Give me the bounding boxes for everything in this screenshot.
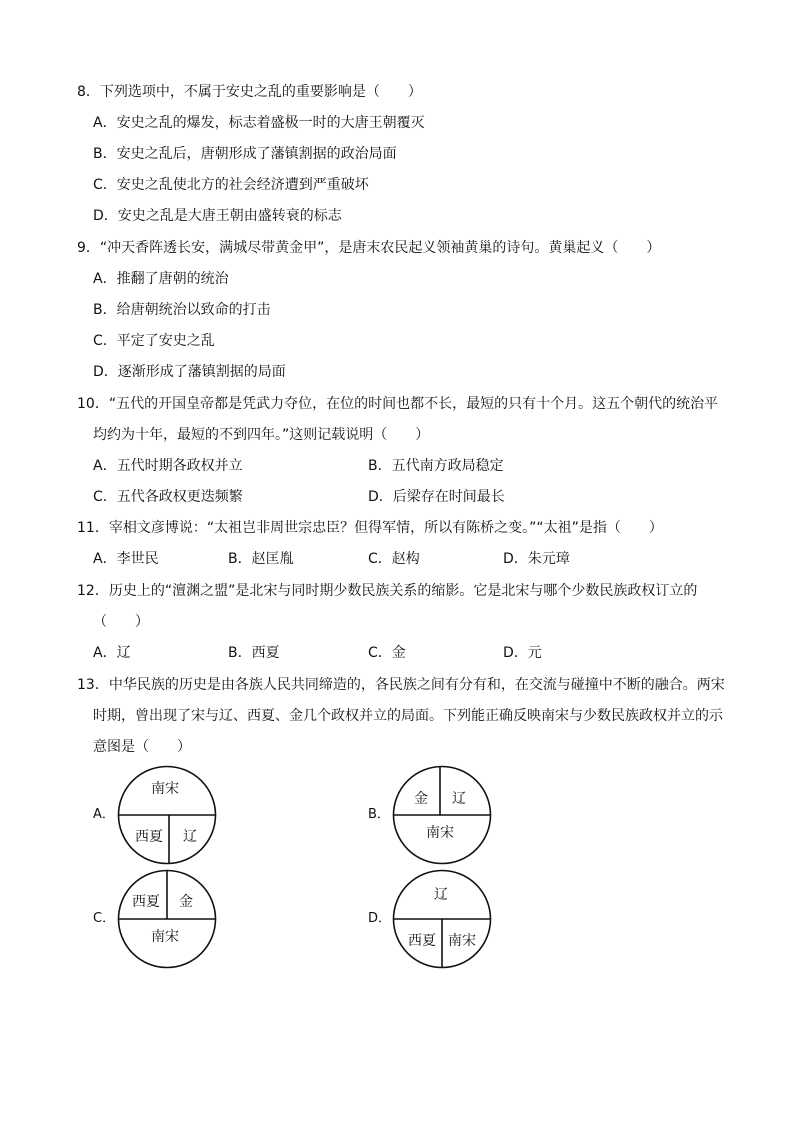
q9-option-b: B．给唐朝统治以致命的打击 <box>93 302 271 318</box>
q13-a-bottom-left-label: 西夏 <box>135 829 163 845</box>
q13-c-top-left-label: 西夏 <box>132 894 160 910</box>
q12-option-d: D．元 <box>503 645 542 661</box>
q13-stem-line1: 13．中华民族的历史是由各族人民共同缔造的，各民族之间有分有和，在交流与碰撞中不断的融合。两宋 <box>77 677 725 693</box>
q9-option-a: A．推翻了唐朝的统治 <box>93 271 229 287</box>
q8-option-b: B．安史之乱后，唐朝形成了藩镇割据的政治局面 <box>93 146 397 162</box>
q11-option-c: C．赵构 <box>368 551 420 567</box>
q13-option-d-letter: D． <box>368 911 392 926</box>
q13-d-top-label: 辽 <box>434 887 448 903</box>
q10-stem-line2: 均约为十年，最短的不到四年。”这则记载说明（ ） <box>93 427 430 443</box>
q8-option-d: D．安史之乱是大唐王朝由盛转衰的标志 <box>93 208 342 224</box>
q12-option-c: C．金 <box>368 645 406 661</box>
q13-a-top-label: 南宋 <box>151 781 179 797</box>
q8-option-c: C．安史之乱使北方的社会经济遭到严重破坏 <box>93 177 369 193</box>
q12-stem-line1: 12．历史上的“澶渊之盟”是北宋与同时期少数民族关系的缩影。它是北宋与哪个少数民族政权订立的 <box>77 583 698 599</box>
q8-option-a: A．安史之乱的爆发，标志着盛极一时的大唐王朝覆灭 <box>93 115 425 131</box>
q10-stem-line1: 10．“五代的开国皇帝都是凭武力夺位，在位的时间也都不长，最短的只有十个月。这五个朝代的统治平 <box>77 396 719 412</box>
q11-option-b: B．赵匡胤 <box>228 551 294 567</box>
q12-option-a: A．辽 <box>93 645 131 661</box>
q12-option-b: B．西夏 <box>228 645 280 661</box>
q11-stem: 11．宰相文彦博说：“太祖岂非周世宗忠臣？但得军情，所以有陈桥之变。”“太祖”是指（ ） <box>77 520 663 536</box>
q13-d-bottom-left-label: 西夏 <box>408 933 436 949</box>
q9-option-d: D．逐渐形成了藩镇割据的局面 <box>93 364 286 380</box>
q13-option-b-letter: B． <box>368 807 390 822</box>
q13-option-c-letter: C． <box>93 911 116 926</box>
q13-c-bottom-label: 南宋 <box>151 929 179 945</box>
q13-option-a-diagram <box>117 765 217 865</box>
q12-stem-line2: （ ） <box>93 614 149 630</box>
q13-stem-line3: 意图是（ ） <box>93 739 191 755</box>
q13-b-bottom-label: 南宋 <box>426 825 454 841</box>
q10-option-c: C．五代各政权更迭频繁 <box>93 489 243 505</box>
q13-option-b-diagram <box>392 765 492 865</box>
q10-option-b: B．五代南方政局稳定 <box>368 458 504 474</box>
q13-stem-line2: 时期，曾出现了宋与辽、西夏、金几个政权并立的局面。下列能正确反映南宋与少数民族政权并立的示 <box>93 708 723 724</box>
q10-option-a: A．五代时期各政权并立 <box>93 458 243 474</box>
q13-option-d-diagram <box>392 869 492 969</box>
q13-option-a-letter: A． <box>93 807 115 822</box>
q13-a-bottom-right-label: 辽 <box>183 829 197 845</box>
q11-option-d: D．朱元璋 <box>503 551 570 567</box>
q13-b-top-left-label: 金 <box>414 791 428 807</box>
q13-c-top-right-label: 金 <box>179 894 193 910</box>
q9-option-c: C．平定了安史之乱 <box>93 333 215 349</box>
q9-stem: 9．“冲天香阵透长安，满城尽带黄金甲”，是唐末农民起义领袖黄巢的诗句。黄巢起义（ ） <box>77 240 661 256</box>
q13-d-bottom-right-label: 南宋 <box>448 933 476 949</box>
q13-option-c-diagram <box>117 869 217 969</box>
q8-stem: 8．下列选项中，不属于安史之乱的重要影响是（ ） <box>77 84 422 100</box>
q10-option-d: D．后梁存在时间最长 <box>368 489 505 505</box>
q13-b-top-right-label: 辽 <box>452 791 466 807</box>
q11-option-a: A．李世民 <box>93 551 159 567</box>
